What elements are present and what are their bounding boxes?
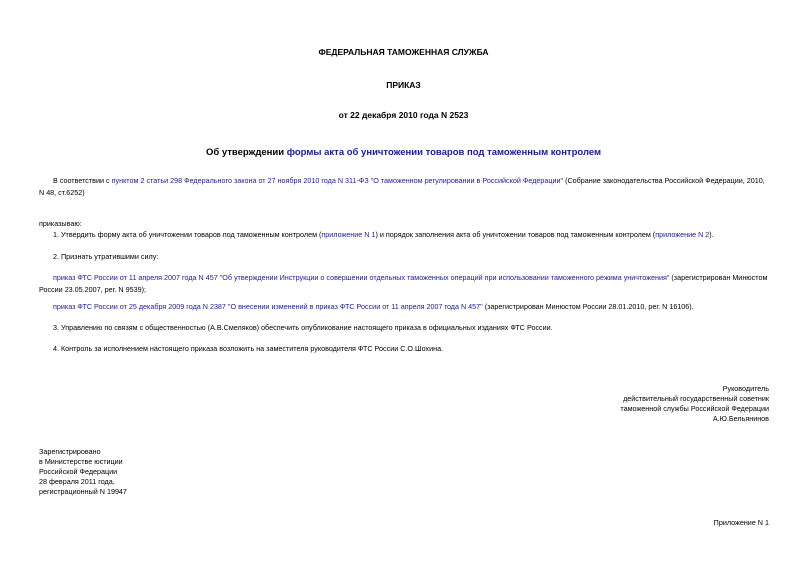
signature-name: А.Ю.Бельянинов (712, 414, 769, 423)
subject-heading (0, 147, 807, 158)
repealed-order-2-link[interactable]: приказ ФТС России от 25 декабря 2009 года N 2387 "О внесении изменений в приказ ФТС России от 11 апреля 2007 года N 457" (53, 302, 483, 311)
signature-block (620, 384, 769, 424)
repealed-1-text-1: (зарегистрирован Минюстом (669, 273, 768, 282)
registration-block (39, 447, 127, 497)
signature-rank-1: действительный государственный советник (623, 394, 769, 403)
signature-rank-2: таможенной службы Российской Федерации (620, 404, 769, 413)
repealed-order-1-link[interactable]: приказ ФТС России от 11 апреля 2007 года N 457 "Об утверждении Инструкции о совершении отдельных таможенных операций при использовании таможенного режима уничтожения" (53, 273, 670, 282)
subject-prefix: Об утверждении (205, 147, 287, 158)
repealed-2 (53, 302, 694, 312)
preamble-law-link[interactable]: пунктом 2 статьи 298 Федерального закона от 27 ноября 2010 года N 311-ФЗ "О таможенном регулировании в Российской Федерации" (111, 176, 564, 185)
date-number-heading: от 22 декабря 2010 года N 2523 (338, 110, 469, 120)
item-1-text-1: 1. Утвердить форму акта об уничтожении товаров под таможенным контролем ( (53, 230, 322, 239)
preamble-line-1 (53, 176, 765, 186)
preamble-text-2: (Собрание законодательства Российской Федерации, 2010, (563, 176, 765, 185)
registration-line-4: 28 февраля 2011 года, (39, 477, 115, 486)
item-1 (53, 230, 714, 240)
preamble-line-2: N 48, ст.6252) (39, 188, 85, 197)
item-2: 2. Признать утратившими силу: (53, 252, 159, 261)
appendix-1-link[interactable]: приложение N 1 (321, 230, 376, 239)
preamble-text-1: В соответствии с (53, 176, 112, 185)
repealed-2-text: (зарегистрирован Минюстом России 28.01.2010, рег. N 16106). (482, 302, 694, 311)
item-1-text-3: ). (709, 230, 714, 239)
signature-title: Руководитель (722, 384, 769, 393)
agency-heading: ФЕДЕРАЛЬНАЯ ТАМОЖЕННАЯ СЛУЖБА (318, 47, 489, 57)
repealed-1-line-1 (53, 273, 767, 283)
doc-type-heading: ПРИКАЗ (386, 80, 421, 90)
registration-line-3: Российской Федерации (39, 467, 118, 476)
order-word: приказываю: (39, 219, 82, 228)
appendix-2-link[interactable]: приложение N 2 (655, 230, 710, 239)
item-3: 3. Управлению по связям с общественностью (А.В.Смеляков) обеспечить опубликование настоящего приказа в официальных изданиях ФТС России. (53, 323, 553, 332)
registration-line-2: в Министерстве юстиции (39, 457, 123, 466)
item-4: 4. Контроль за исполнением настоящего приказа возложить на заместителя руководителя ФТС России С.О.Шохина. (53, 344, 444, 353)
registration-line-5: регистрационный N 19947 (39, 487, 127, 496)
subject-link[interactable]: формы акта об уничтожении товаров под таможенным контролем (286, 147, 602, 158)
registration-line-1: Зарегистрировано (39, 447, 101, 456)
item-1-text-2: ) и порядок заполнения акта об уничтожении товаров под таможенным контролем ( (375, 230, 656, 239)
repealed-1-line-2: России 23.05.2007, рег. N 9539); (39, 285, 146, 294)
appendix-label: Приложение N 1 (713, 518, 769, 527)
